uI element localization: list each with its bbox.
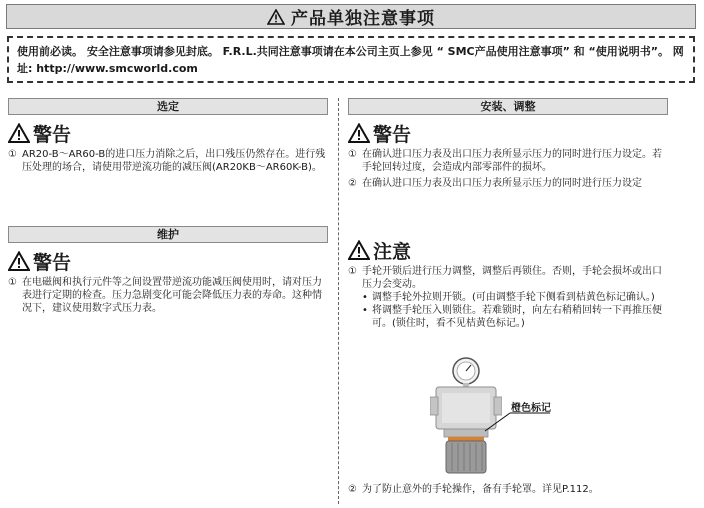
list-item [348, 483, 668, 496]
list-item [8, 148, 328, 174]
item-number: ① [8, 277, 17, 288]
bullet-text: 将调整手轮压入则锁住。若难锁时，向左右稍稍回转一下再推压便可。(锁住时，看不见桔黄色标记。) [372, 305, 662, 329]
bullet-mark: • [362, 292, 368, 303]
bullet-text: 调整手轮外拉则开锁。(可由调整手轮下侧看到桔黄色标记确认。) [372, 292, 655, 303]
item-text: 在确认进口压力表及出口压力表所显示压力的同时进行压力设定。若手轮回转过度，会造成内部零部件的损坏。 [362, 149, 662, 173]
page-title: 产品单独注意事项 [291, 9, 435, 29]
section-header-selection: 选定 [8, 98, 328, 115]
caution-heading-text: 注意 [373, 240, 412, 263]
column-divider [338, 98, 339, 504]
list-item [348, 177, 668, 190]
left-column [8, 98, 328, 315]
item-text: AR20-B～AR60-B的进口压力消除之后，出口残压仍然存在。进行残压处理的场合，请使用带逆流功能的减压阀(AR20KB～AR60K-B)。 [22, 149, 326, 173]
page-title-bar [6, 4, 696, 29]
warning-triangle-icon [8, 251, 30, 271]
caution-heading [348, 238, 668, 262]
warning-heading-text: 警告 [33, 123, 72, 146]
item-number: ② [348, 484, 357, 495]
item-text: 为了防止意外的手轮操作，备有手轮罩。详见P.112。 [362, 484, 599, 495]
list-item [348, 265, 668, 291]
warning-heading [8, 249, 328, 273]
item-number: ① [348, 149, 357, 160]
caution-triangle-icon [348, 240, 370, 260]
item-text: 手轮开锁后进行压力调整，调整后再锁住。否则，手轮会损坏或出口压力会变动。 [362, 266, 662, 290]
warning-heading-text: 警告 [373, 123, 412, 146]
warning-heading-text: 警告 [33, 251, 72, 274]
warning-triangle-icon [348, 123, 370, 143]
warning-triangle-icon [8, 123, 30, 143]
section-header-installation: 安装、调整 [348, 98, 668, 115]
item-number: ① [8, 149, 17, 160]
section-header-maintenance: 维护 [8, 226, 328, 243]
bullet-item [348, 291, 668, 304]
item-text: 在确认进口压力表及出口压力表所显示压力的同时进行压力设定 [362, 178, 642, 189]
bullet-item [348, 304, 668, 330]
list-item [8, 276, 328, 315]
notice-text: 使用前必读。 安全注意事项请参见封底。 F.R.L.共同注意事项请在本公司主页上参见 “ SMC产品使用注意事项” 和 “使用说明书”。 网址: http://www.smcworld.com [17, 45, 684, 75]
warning-heading [8, 121, 328, 145]
warning-heading [348, 121, 668, 145]
bullet-mark: • [362, 305, 368, 316]
notice-box [7, 36, 695, 83]
orange-mark-label: 橙色标记 [511, 403, 551, 414]
list-item [348, 148, 668, 174]
item-number: ① [348, 266, 357, 277]
warning-triangle-icon [267, 9, 285, 25]
item-text: 在电磁阀和执行元件等之间设置带逆流功能减压阀使用时，请对压力表进行定期的检查。压力急剧变化可能会降低压力表的寿命。这种情况下，建议使用数字式压力表。 [22, 277, 322, 314]
item-number: ② [348, 178, 357, 189]
